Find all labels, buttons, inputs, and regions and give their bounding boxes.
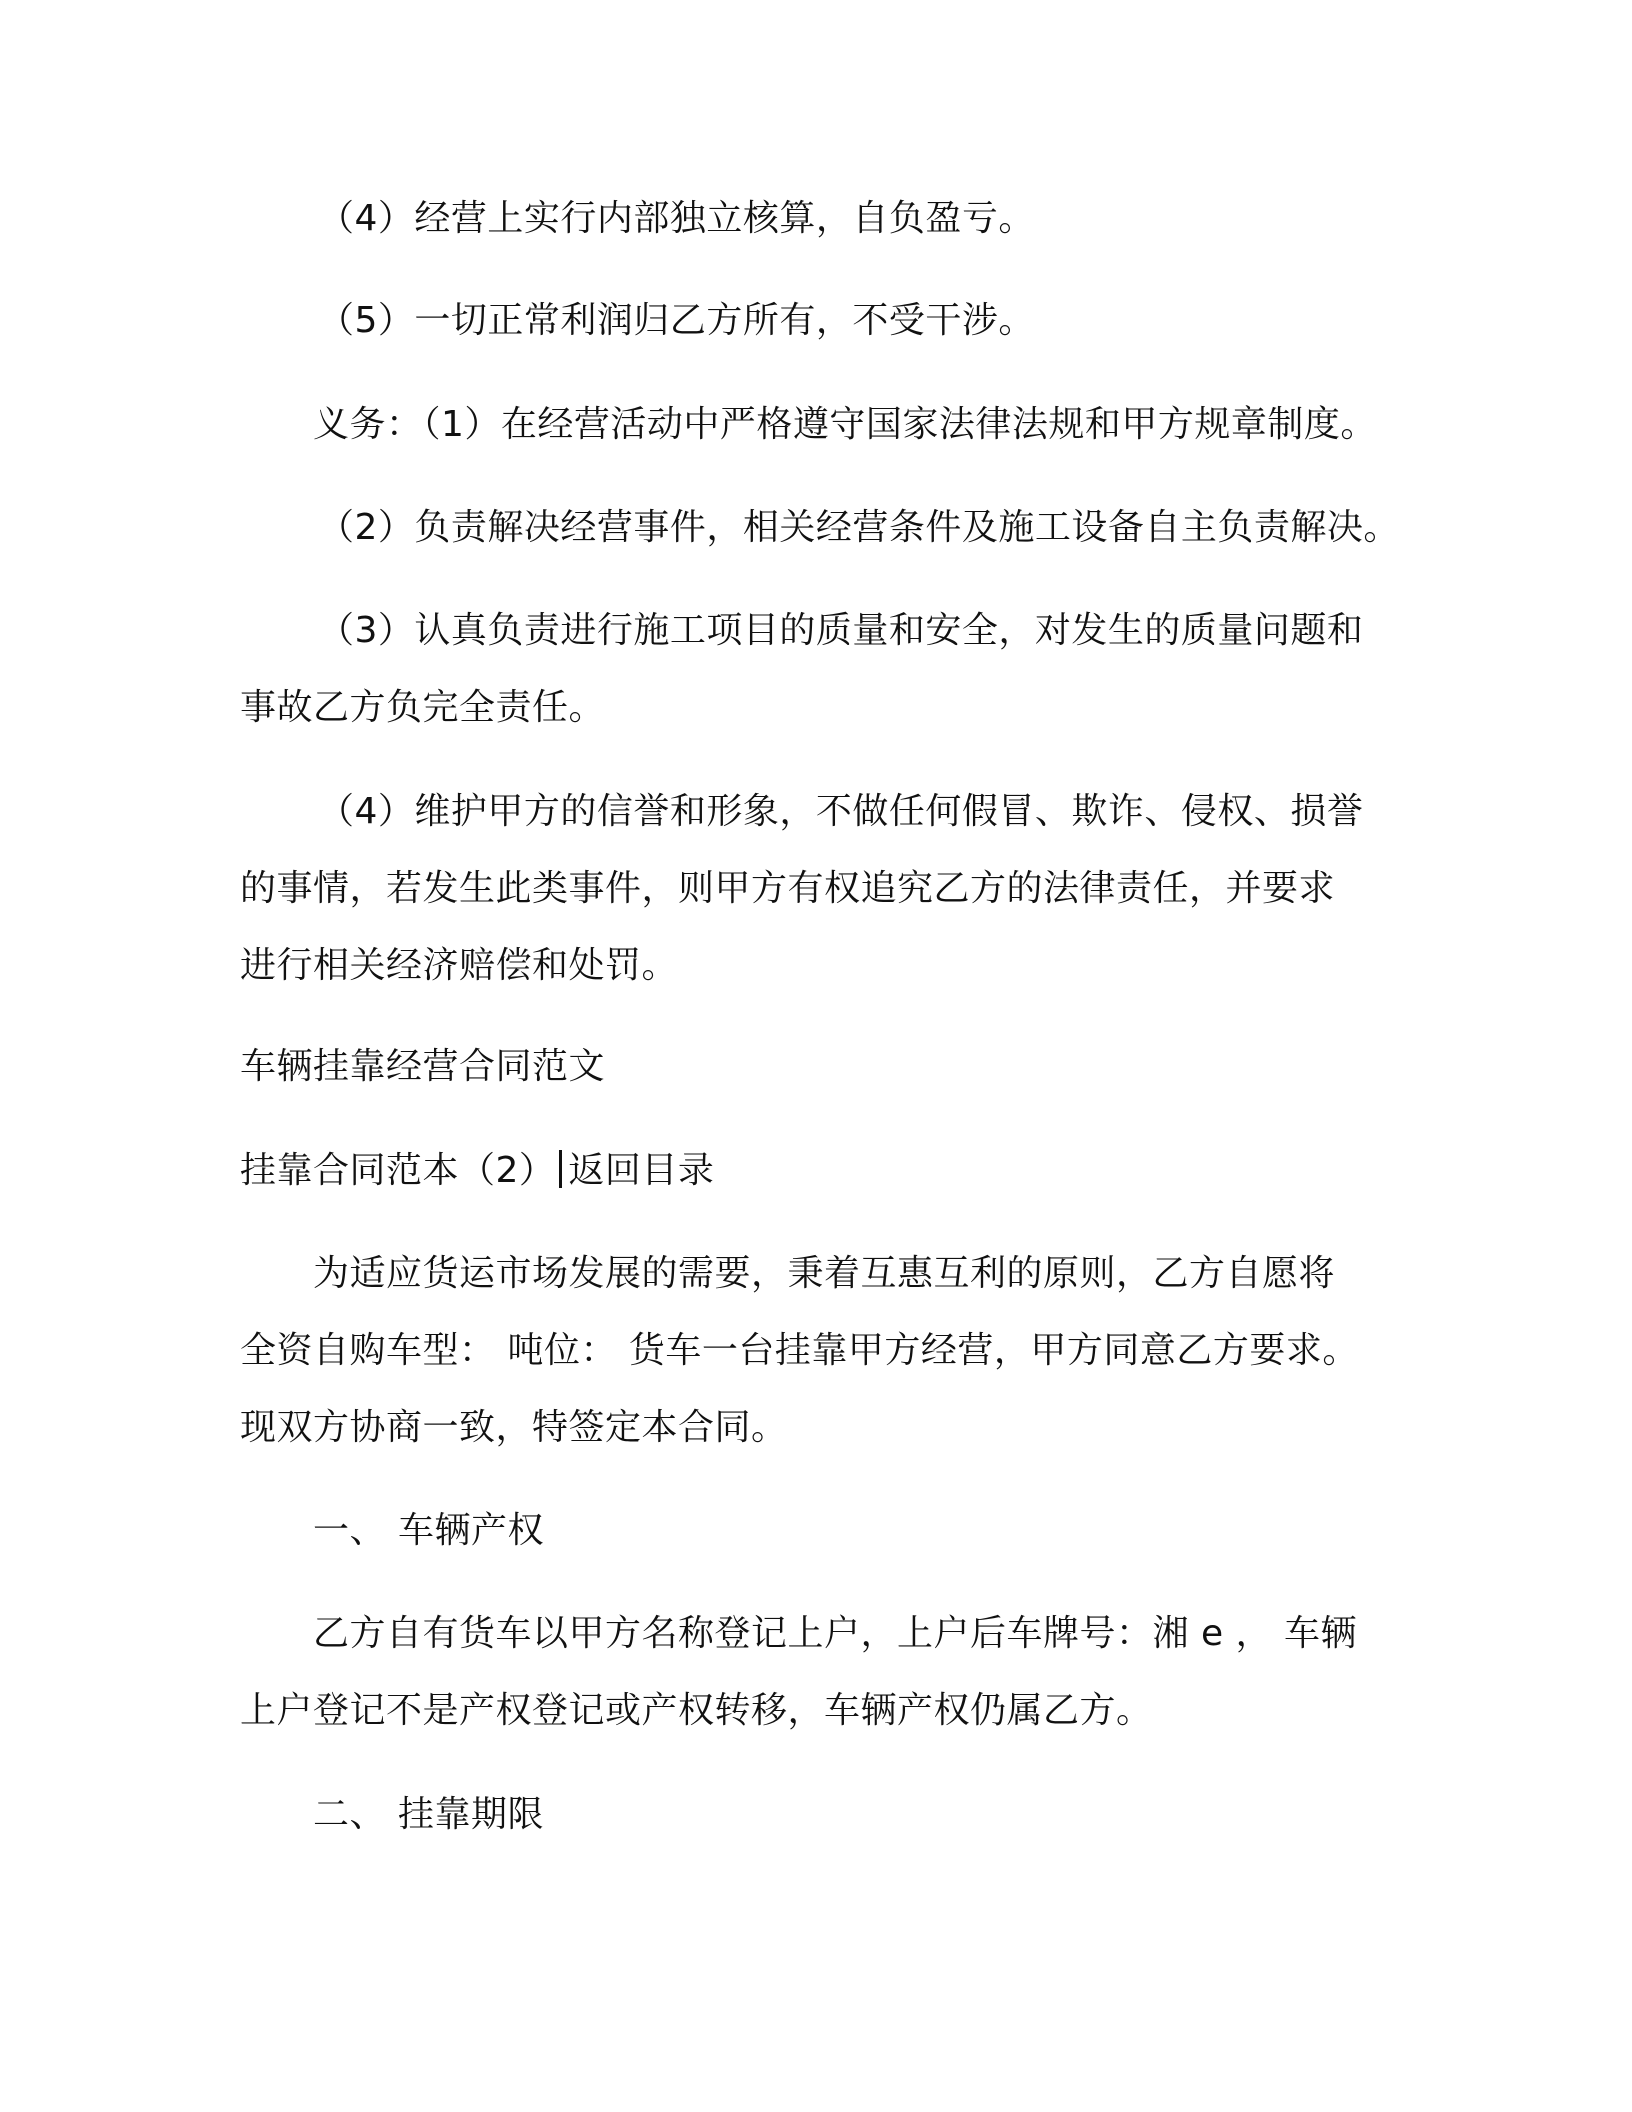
paragraph-line: （3）认真负责进行施工项目的质量和安全，对发生的质量问题和 — [318, 610, 1364, 651]
paragraph-line: 乙方自有货车以甲方名称登记上户，上户后车牌号：湘 e ， 车辆 — [313, 1613, 1357, 1654]
paragraph-line: 现双方协商一致，特签定本合同。 — [240, 1407, 788, 1448]
link-separator — [559, 1150, 562, 1188]
contract-title-row — [240, 1149, 714, 1193]
paragraph-line: （5）一切正常利润归乙方所有，不受干涉。 — [318, 300, 1035, 341]
paragraph-line: 事故乙方负完全责任。 — [240, 687, 606, 728]
section-heading: 二、 挂靠期限 — [313, 1794, 544, 1835]
paragraph-line: （2）负责解决经营事件，相关经营条件及施工设备自主负责解决。 — [318, 507, 1400, 548]
paragraph-line: 义务：（1）在经营活动中严格遵守国家法律法规和甲方规章制度。 — [313, 404, 1377, 445]
paragraph-line: （4）经营上实行内部独立核算，自负盈亏。 — [318, 198, 1035, 239]
contract-title: 挂靠合同范本（2） — [240, 1150, 556, 1191]
paragraph-line: 的事情，若发生此类事件，则甲方有权追究乙方的法律责任，并要求 — [240, 868, 1336, 909]
paragraph-line: 全资自购车型： 吨位： 货车一台挂靠甲方经营，甲方同意乙方要求。 — [240, 1330, 1359, 1371]
section-heading: 一、 车辆产权 — [313, 1510, 544, 1551]
section-heading: 车辆挂靠经营合同范文 — [240, 1046, 606, 1087]
paragraph-line: 进行相关经济赔偿和处罚。 — [240, 945, 679, 986]
back-to-toc-link[interactable]: 返回目录 — [568, 1150, 715, 1191]
paragraph-line: （4）维护甲方的信誉和形象，不做任何假冒、欺诈、侵权、损誉 — [318, 791, 1364, 832]
paragraph-line: 上户登记不是产权登记或产权转移，车辆产权仍属乙方。 — [240, 1690, 1153, 1731]
paragraph-line: 为适应货运市场发展的需要，秉着互惠互利的原则，乙方自愿将 — [313, 1253, 1336, 1294]
